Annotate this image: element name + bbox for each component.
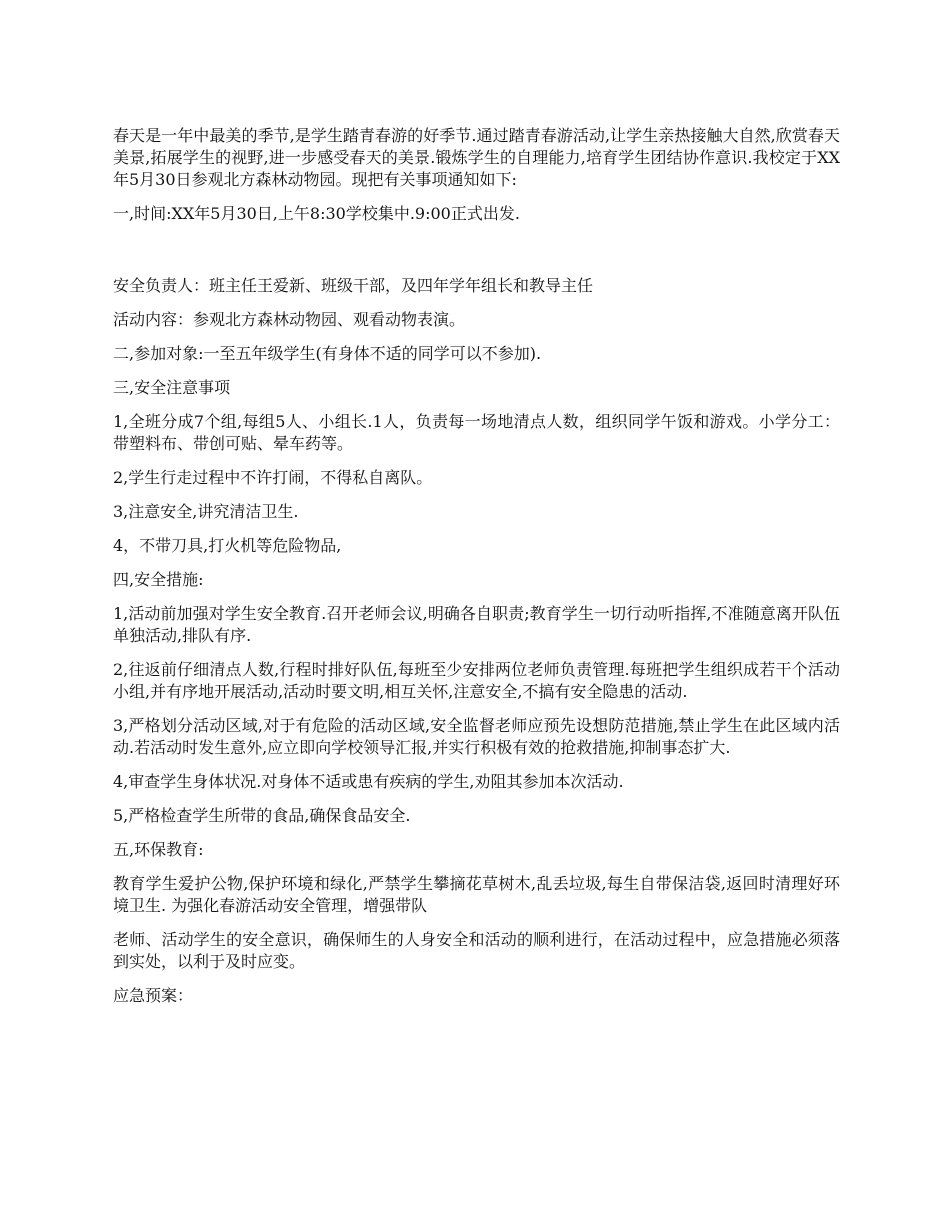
environment-paragraph: 教育学生爱护公物,保护环境和绿化,严禁学生攀摘花草树木,乱丢垃圾,每生自带保洁袋,返回时清理好环境卫生. 为强化春游活动安全管理，增强带队 xyxy=(113,874,840,915)
safety-note-3: 3,注意安全,讲究清洁卫生. xyxy=(113,502,299,521)
section-heading-environment: 五,环保教育: xyxy=(113,840,204,859)
safety-note-4: 4，不带刀具,打火机等危险物品, xyxy=(113,536,342,555)
participants-paragraph: 二,参加对象:一至五年级学生(有身体不适的同学可以不参加). xyxy=(113,344,542,363)
time-paragraph: 一,时间:XX年5月30日,上午8:30学校集中.9:00正式出发. xyxy=(113,204,520,223)
safety-measure-3: 3,严格划分活动区域,对于有危险的活动区域,安全监督老师应预先设想防范措施,禁止学生在此区域内活动.若活动时发生意外,应立即向学校领导汇报,并实行积极有效的抢救措施,抑制事态扩大. xyxy=(113,716,840,757)
section-heading-safety-measures: 四,安全措施: xyxy=(113,570,204,589)
blank-gap xyxy=(113,237,840,275)
safety-measure-2: 2,往返前仔细清点人数,行程时排好队伍,每班至少安排两位老师负责管理.每班把学生组织成若干个活动小组,并有序地开展活动,活动时要文明,相互关怀,注意安全,不搞有安全隐患的活动. xyxy=(113,660,840,701)
safety-note-2: 2,学生行走过程中不许打闹，不得私自离队。 xyxy=(113,468,433,487)
safety-measure-4: 4,审查学生身体状况.对身体不适或患有疾病的学生,劝阻其参加本次活动. xyxy=(113,772,624,791)
emergency-intro-paragraph: 老师、活动学生的安全意识，确保师生的人身安全和活动的顺利进行，在活动过程中，应急措施必须落到实处，以利于及时应变。 xyxy=(113,930,840,971)
safety-note-1: 1,全班分成7个组,每组5人、小组长.1人，负责每一场地清点人数，组织同学午饭和游戏。小学分工：带塑料布、带创可贴、晕车药等。 xyxy=(113,412,840,453)
safety-measure-1: 1,活动前加强对学生安全教育.召开老师会议,明确各自职责;教育学生一切行动听指挥,不准随意离开队伍单独活动,排队有序. xyxy=(113,604,840,645)
safety-measure-5: 5,严格检查学生所带的食品,确保食品安全. xyxy=(113,806,411,825)
safety-officer-paragraph: 安全负责人：班主任王爱新、班级干部，及四年学年组长和教导主任 xyxy=(113,276,594,295)
emergency-plan-heading: 应急预案： xyxy=(113,986,194,1005)
intro-paragraph: 春天是一年中最美的季节,是学生踏青春游的好季节.通过踏青春游活动,让学生亲热接触大自然,欣赏春天美景,拓展学生的视野,进一步感受春天的美景.锻炼学生的自理能力,培育学生团结协作意识.我校定于XX年5月30日参观北方森林动物园。现把有关事项通知如下: xyxy=(113,126,840,189)
activity-content-paragraph: 活动内容：参观北方森林动物园、观看动物表演。 xyxy=(113,310,466,329)
section-heading-safety-notes: 三,安全注意事项 xyxy=(113,378,231,397)
document-page xyxy=(113,125,840,1019)
